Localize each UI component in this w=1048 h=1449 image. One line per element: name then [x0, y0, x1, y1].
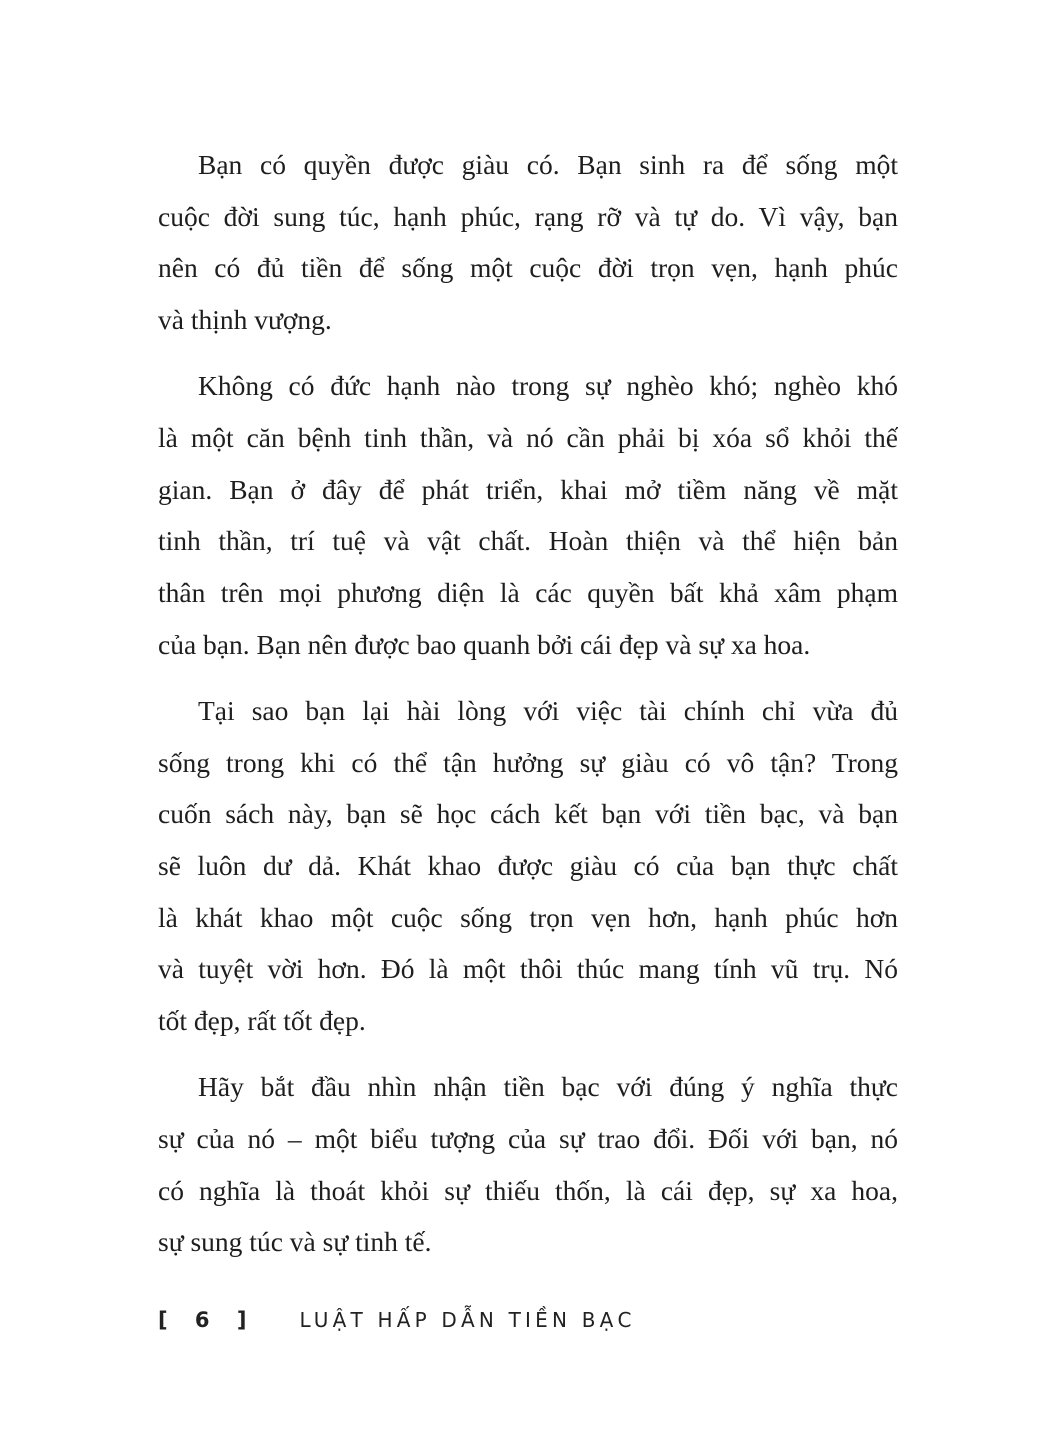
text-line: cuốn sách này, bạn sẽ học cách kết bạn với tiền bạc, và bạn — [158, 798, 898, 830]
text-line: là khát khao một cuộc sống trọn vẹn hơn, hạnh phúc hơn — [158, 901, 898, 933]
text-line: có nghĩa là thoát khỏi sự thiếu thốn, là cái đẹp, sự xa hoa, — [158, 1174, 898, 1206]
text-line: sự của nó – một biểu tượng của sự trao đổi. Đối với bạn, nó — [158, 1122, 898, 1154]
text-line: tốt đẹp, rất tốt đẹp. — [158, 1005, 366, 1036]
text-line: Bạn có quyền được giàu có. Bạn sinh ra để sống một — [198, 149, 898, 180]
text-line: tinh thần, trí tuệ và vật chất. Hoàn thiện và thể hiện bản — [158, 525, 898, 557]
text-line: của bạn. Bạn nên được bao quanh bởi cái đẹp và sự xa hoa. — [158, 628, 811, 660]
text-line: gian. Bạn ở đây để phát triển, khai mở tiềm năng về mặt — [158, 473, 898, 505]
text-line: nên có đủ tiền để sống một cuộc đời trọn vẹn, hạnh phúc — [158, 252, 898, 284]
text-line: Hãy bắt đầu nhìn nhận tiền bạc với đúng ý nghĩa thực — [198, 1071, 898, 1103]
text-line: Tại sao bạn lại hài lòng với việc tài chính chỉ vừa đủ — [198, 694, 898, 726]
text-line: sống trong khi có thể tận hưởng sự giàu có vô tận? Trong — [158, 746, 898, 778]
text-line: sẽ luôn dư dả. Khát khao được giàu có của bạn thực chất — [158, 849, 898, 881]
paragraph — [158, 685, 898, 1047]
page-footer — [158, 1308, 636, 1332]
text-line: và tuyệt vời hơn. Đó là một thôi thúc mang tính vũ trụ. Nó — [158, 953, 898, 985]
paragraph — [158, 1061, 898, 1268]
text-line: sự sung túc và sự tinh tế. — [158, 1226, 432, 1258]
paragraph — [158, 360, 898, 670]
text-line: cuộc đời sung túc, hạnh phúc, rạng rỡ và tự do. Vì vậy, bạn — [158, 200, 898, 232]
paragraph — [158, 139, 898, 346]
text-line: và thịnh vượng. — [158, 304, 332, 336]
page-number: [ 6 ] — [158, 1308, 256, 1332]
text-line: là một căn bệnh tinh thần, và nó cần phải bị xóa sổ khỏi thế — [158, 421, 898, 453]
text-line: thân trên mọi phương diện là các quyền bất khả xâm phạm — [158, 577, 898, 608]
text-line: Không có đức hạnh nào trong sự nghèo khó; nghèo khó — [198, 370, 898, 402]
running-title: LUẬT HẤP DẪN TIỀN BẠC — [299, 1308, 636, 1332]
body-text — [158, 139, 898, 1282]
